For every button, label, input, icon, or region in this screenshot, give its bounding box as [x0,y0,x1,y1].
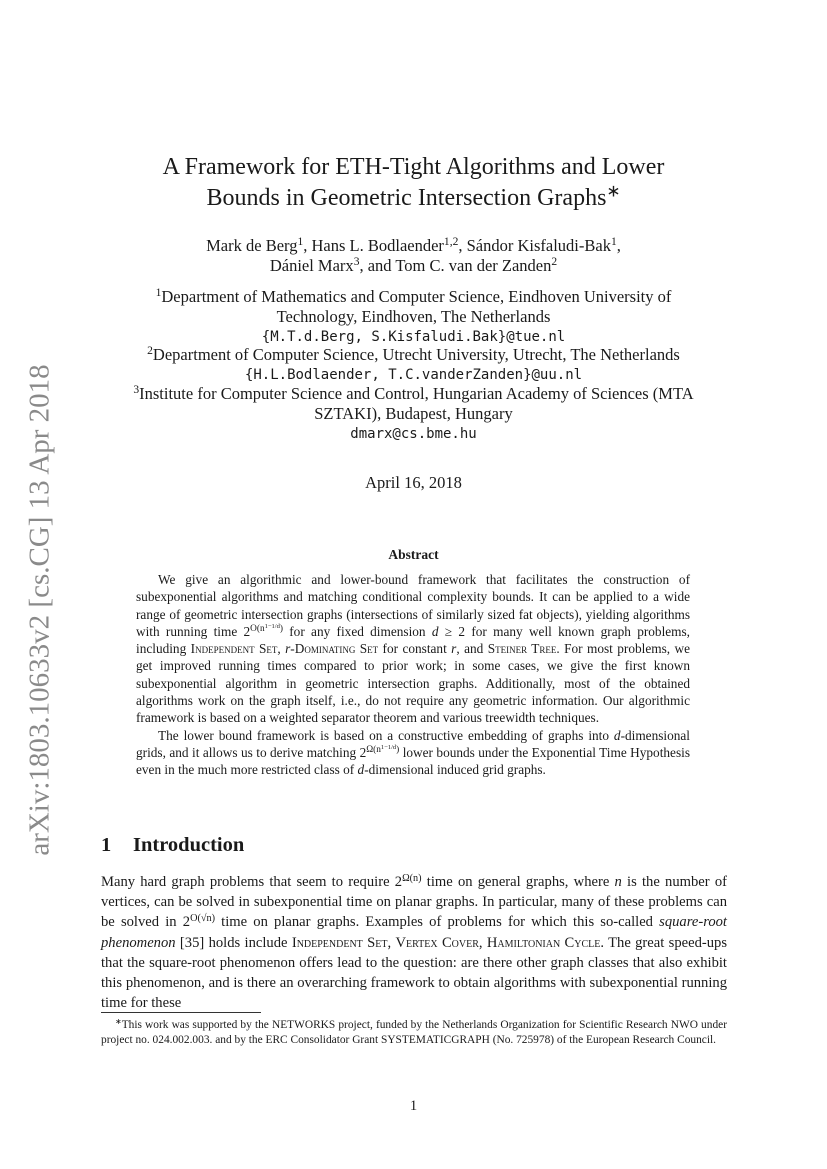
author-name: Mark de Berg [206,236,298,255]
author-list [0,236,827,276]
paper-title [0,152,827,214]
affiliation-1: $^1$Department of Mathematics and Computer Science, Eindhoven University of Technology, Eindhoven, The Netherlands {M.T.d.Berg, S.Kisfaludi.Bak}@tue.nl [0,287,827,347]
affiliation-email: dmarx@cs.bme.hu [350,426,477,442]
abstract-heading: Abstract [388,547,439,562]
footnote-divider [101,1012,261,1013]
author-name: , Sándor Kisfaludi-Bak [458,236,611,255]
page-number: 1 [409,1098,418,1114]
affiliation-2: $^2$Department of Computer Science, Utrecht University, Utrecht, The Netherlands {H.L.Bodlaender, T.C.vanderZanden}@uu.nl [0,345,827,385]
affiliation-3: $^3$Institute for Computer Science and Control, Hungarian Academy of Sciences (MTA SZTAKI), Budapest, Hungary dmarx@cs.bme.hu [0,384,827,444]
footnote: ∗This work was supported by the NETWORKS project, funded by the Netherlands Organization for Scientific Research NWO under project no. 024.002.003. and by the ERC Consolidator Grant SYSTEMATICGRAPH (No. 725978) of the European Research Council. [101,1017,727,1046]
author-name: , and Tom C. van der Zanden [359,256,552,275]
affiliation-email: {M.T.d.Berg, S.Kisfaludi.Bak}@tue.nl [261,329,566,345]
title-footnote-mark: ∗ [606,181,621,201]
affiliation-email: {H.L.Bodlaender, T.C.vanderZanden}@uu.nl [244,367,583,383]
abstract-body [136,571,690,779]
authors-line-2: Dániel Marx$^3$, and Tom C. van der Zanden$^2$ [269,256,558,275]
paper-date: April 16, 2018 [365,473,462,492]
title-line-1: A Framework for ETH-Tight Algorithms and Lower [162,154,665,180]
abstract-paragraph-1: We give an algorithmic and lower-bound framework that facilitates the construction of subexponential algorithms and matching conditional complexity bounds. It can be applied to a wide range of geometric intersection graphs (intersections of similarly sized fat objects), yielding algorithms with running time $2^{O(n^{1-1/d})}$ for any fixed dimension d ≥ 2 for many well known graph problems, including Independent Set, r-Dominating Set for constant r, and Steiner Tree. For most problems, we get improved running times compared to prior work; in some cases, we give the first known subexponential algorithm in geometric intersection graphs. Additionally, most of the obtained algorithms work on the graph itself, i.e., do not require any geometric information. Our algorithmic framework is based on a weighted separator theorem and various treewidth techniques. [136,572,691,726]
abstract-paragraph-2: The lower bound framework is based on a constructive embedding of graphs into d-dimensional grids, and it allows us to derive matching $2^{\Omega(n^{1-1/d})}$ lower bounds under the Exponential Time Hypothesis even in the much more restricted class of d-dimensional induced grid graphs. [136,727,690,778]
author-name: , Hans L. Bodlaender [303,236,444,255]
section-heading-introduction: 1 Introduction [101,834,245,856]
author-name: Dániel Marx [269,256,354,275]
authors-line-1: Mark de Berg$^1$, Hans L. Bodlaender$^{1,2}$, Sándor Kisfaludi-Bak$^1$, [206,236,621,255]
introduction-paragraph: Many hard graph problems that seem to require $2^{\Omega(n)}$ time on general graphs, where n is the number of vertices, can be solved in subexponential time on planar graphs. In particular, many of these problems can be solved in $2^{O(√n)}$ time on planar graphs. Examples of problems for which this so-called square-root phenomenon [35] holds include Independent Set, Vertex Cover, Hamiltonian Cycle. The great speed-ups that the square-root phenomenon offers lead to the question: are there other graph classes that also exhibit this phenomenon, and is there an overarching framework to obtain algorithms with subexponential running time for these [101,872,727,1012]
title-line-2: Bounds in Geometric Intersection Graphs∗ [206,181,621,211]
